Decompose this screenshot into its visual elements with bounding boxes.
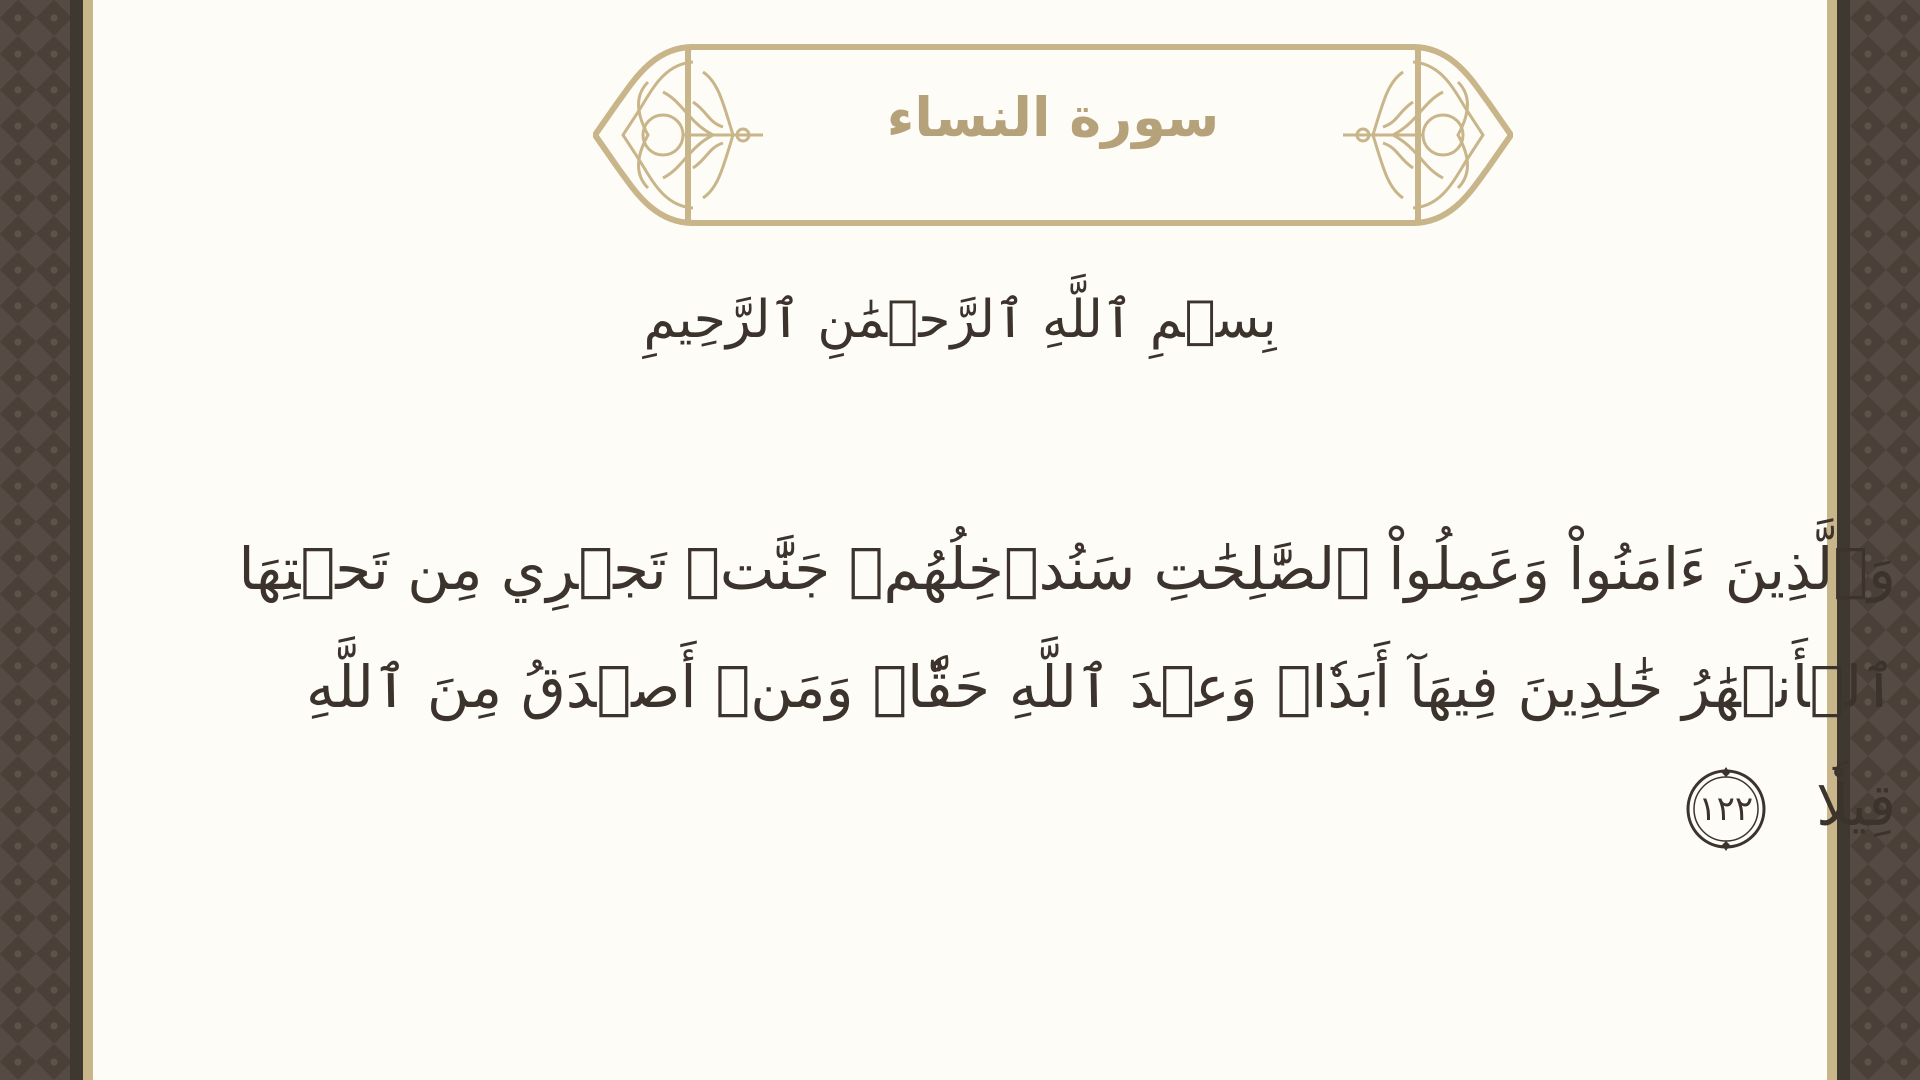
ayah-number-marker (1682, 765, 1770, 853)
ayah-number: ١٢٢ (1698, 788, 1754, 829)
left-ornamental-border (0, 0, 70, 1080)
basmala: بِسۡمِ ٱللَّهِ ٱلرَّحۡمَٰنِ ٱلرَّحِيمِ (643, 290, 1277, 350)
verse-line-3-text: قِيلٗا (1816, 771, 1896, 839)
verse-text-block (238, 510, 1896, 864)
page-content (93, 0, 1896, 1080)
verse-line-3 (306, 746, 1896, 864)
verse-line-1: وَٱلَّذِينَ ءَامَنُواْ وَعَمِلُواْ ٱلصَّٰلِحَٰتِ سَنُدۡخِلُهُمۡ جَنَّٰتٖ تَجۡرِي مِن تَحۡتِهَا (238, 535, 1896, 603)
left-gold-rule (83, 0, 93, 1080)
surah-title: سورة النساء (886, 86, 1220, 149)
surah-header-plaque (593, 42, 1513, 228)
verse-line-2: ٱلۡأَنۡهَٰرُ خَٰلِدِينَ فِيهَآ أَبَدٗاۖ وَعۡدَ ٱللَّهِ حَقّٗاۚ وَمَنۡ أَصۡدَقُ مِنَ ٱللَّهِ (306, 653, 1896, 721)
